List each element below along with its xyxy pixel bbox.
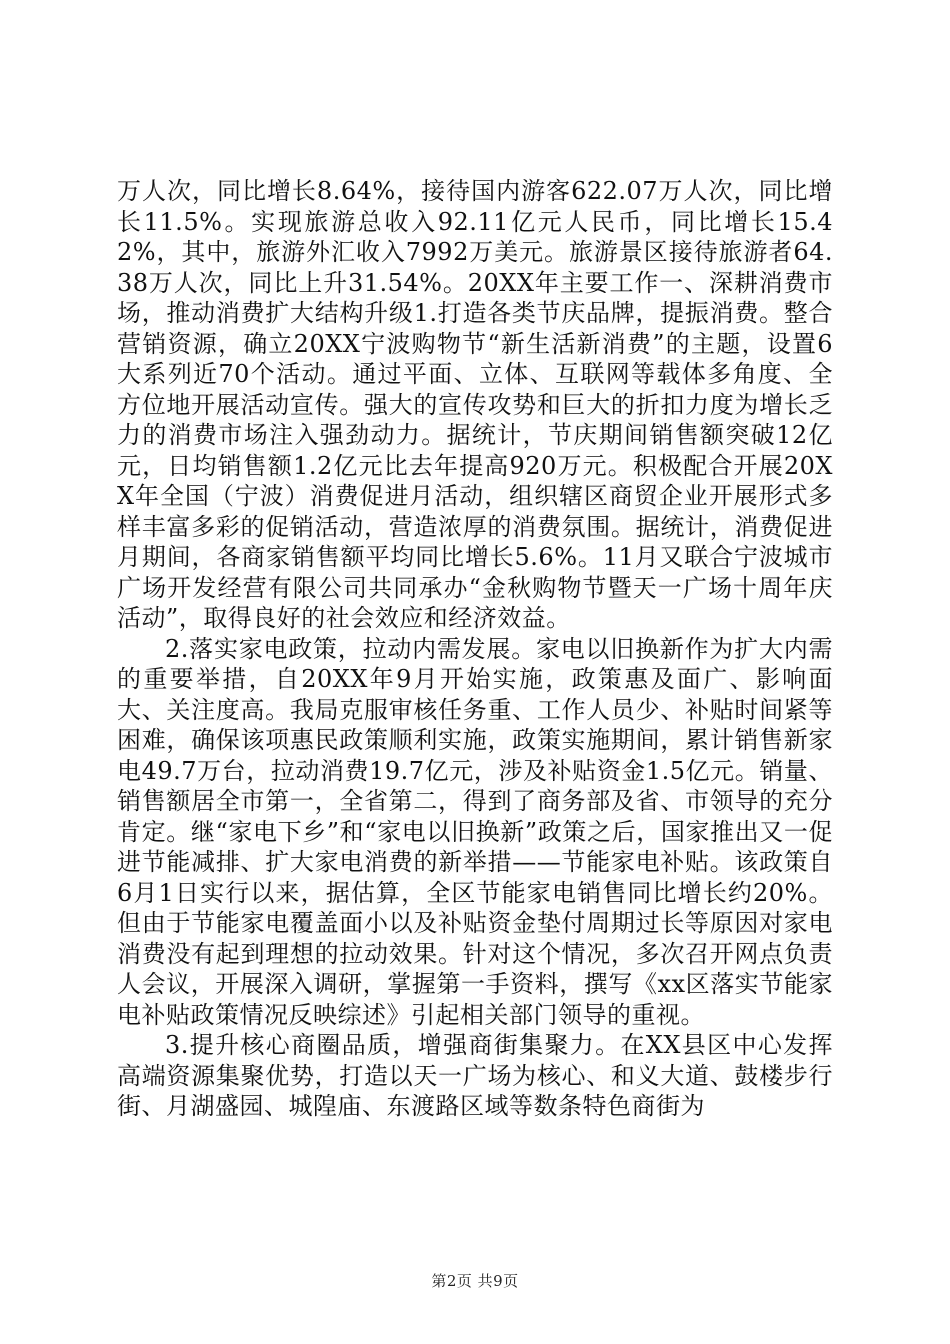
paragraph-appliance-policy: 2.落实家电政策，拉动内需发展。家电以旧换新作为扩大内需的重要举措，自20XX年9月开始实施，政策惠及面广、影响面大、关注度高。我局克服审核任务重、工作人员少、补贴时间紧等困难，确保该项惠民政策顺利实施，政策实施期间，累计销售新家电49.7万台，拉动消费19.7亿元，涉及补贴资金1.5亿元。销量、销售额居全市第一，全省第二，得到了商务部及省、市领导的充分肯定。继“家电下乡”和“家电以旧换新”政策之后，国家推出又一促进节能减排、扩大家电消费的新举措——节能家电补贴。该政策自6月1日实行以来，据估算，全区节能家电销售同比增长约20%。但由于节能家电覆盖面小以及补贴资金垫付周期过长等原因对家电消费没有起到理想的拉动效果。针对这个情况，多次召开网点负责人会议，开展深入调研，掌握第一手资料，撰写《xx区落实节能家电补贴政策情况反映综述》引起相关部门领导的重视。 (117, 634, 833, 1029)
page-footer: 第2页 共9页 (431, 1272, 519, 1290)
paragraph-continuation: 万人次，同比增长8.64%，接待国内游客622.07万人次，同比增长11.5%。实现旅游总收入92.11亿元人民币，同比增长15.42%，其中，旅游外汇收入7992万美元。旅游景区接待旅游者64.38万人次，同比上升31.54%。20XX年主要工作一、深耕消费市场，推动消费扩大结构升级1.打造各类节庆品牌，提振消费。整合营销资源，确立20XX宁波购物节“新生活新消费”的主题，设置6大系列近70个活动。通过平面、立体、互联网等载体多角度、全方位地开展活动宣传。强大的宣传攻势和巨大的折扣力度为增长乏力的消费市场注入强劲动力。据统计，节庆期间销售额突破12亿元，日均销售额1.2亿元比去年提高920万元。积极配合开展20XX年全国（宁波）消费促进月活动，组织辖区商贸企业开展形式多样丰富多彩的促销活动，营造浓厚的消费氛围。据统计，消费促进月期间，各商家销售额平均同比增长5.6%。11月又联合宁波城市广场开发经营有限公司共同承办“金秋购物节暨天一广场十周年庆活动”，取得良好的社会效应和经济效益。 (117, 177, 833, 632)
paragraph-business-district: 3.提升核心商圈品质，增强商街集聚力。在XX县区中心发挥高端资源集聚优势，打造以天一广场为核心、和义大道、鼓楼步行街、月湖盛园、城隍庙、东渡路区域等数条特色商街为 (117, 1031, 833, 1120)
document-body (117, 176, 833, 1122)
